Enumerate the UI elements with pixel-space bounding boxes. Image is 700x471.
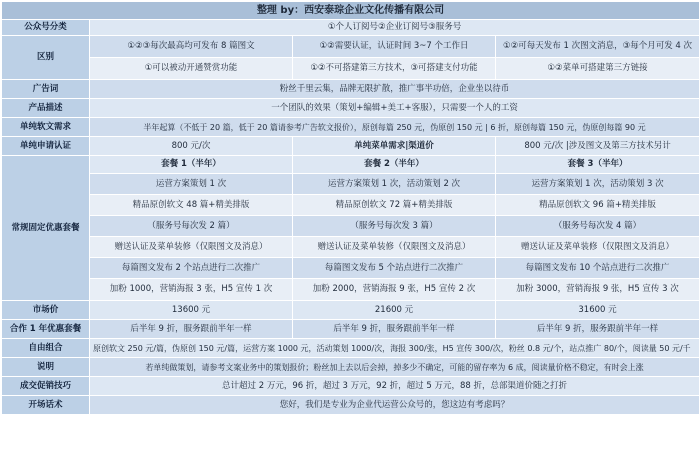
package-cell: 加粉 2000，营销海报 9 张，H5 宣传 2 次 xyxy=(293,279,496,301)
deal-tips-value: 总计超过 2 万元，96 折，超过 3 万元，92 折，超过 5 万元，88 折，总部渠道价随之打折 xyxy=(90,377,700,396)
slogan-value: 粉丝千里云集，品牌无限扩散，推广事半功倍，企业坐以待币 xyxy=(90,80,700,99)
difference-cell: ①②需要认证，认证时间 3~7 个工作日 xyxy=(293,36,496,58)
difference-cell: ①②菜单可搭建第三方链接 xyxy=(496,58,700,80)
row-label-auth-demand: 单纯申请认证 xyxy=(2,137,90,156)
package-cell: 加粉 1000，营销海报 3 张，H5 宣传 1 次 xyxy=(90,279,293,301)
package-cell: 精品原创软文 72 篇+精美排版 xyxy=(293,195,496,216)
package-cell: 精品原创软文 96 篇+精美排版 xyxy=(496,195,700,216)
package-cell: 每篇图文发布 5 个站点进行二次推广 xyxy=(293,258,496,279)
package-cell: （服务号每次发 3 篇） xyxy=(293,216,496,237)
package-cell: 赠送认证及菜单装修（仅限图文及消息） xyxy=(293,237,496,258)
row-label-opening-script: 开场话术 xyxy=(2,396,90,415)
auth-demand-price: 800 元/次 xyxy=(90,137,293,156)
row-label-deal-tips: 成交促销技巧 xyxy=(2,377,90,396)
package-header-3: 套餐 3（半年） xyxy=(496,156,700,174)
note-value: 若单纯做策划，请参考文案业务中的策划报价；粉丝加上去以后会掉，掉多少不确定，可能的留存率为 6 成，阅读量价格不稳定，有时会上涨 xyxy=(90,358,700,377)
account-type-value: ①个人订阅号②企业订阅号③服务号 xyxy=(90,20,700,36)
difference-cell: ①可以被动开通赞赏功能 xyxy=(90,58,293,80)
package-header-1: 套餐 1（半年） xyxy=(90,156,293,174)
package-cell: 运营方案策划 1 次，活动策划 2 次 xyxy=(293,174,496,195)
row-label-free-combo: 自由组合 xyxy=(2,339,90,358)
menu-demand-header: 单纯菜单需求|渠道价 xyxy=(293,137,496,156)
menu-demand-price: 800 元/次 |涉及图文及第三方技术另计 xyxy=(496,137,700,156)
row-label-product-desc: 产品描述 xyxy=(2,99,90,118)
package-cell: （服务号每次发 2 篇） xyxy=(90,216,293,237)
package-cell: 每篇图文发布 2 个站点进行二次推广 xyxy=(90,258,293,279)
row-label-slogan: 广告词 xyxy=(2,80,90,99)
row-label-account-type: 公众号分类 xyxy=(2,20,90,36)
package-cell: 加粉 3000，营销海报 9 张，H5 宣传 3 次 xyxy=(496,279,700,301)
article-demand-value: 半年起算（不低于 20 篇，低于 20 篇请参考广告软文报价），原创每篇 250 元，伪原创 150 元 | 6 折，原创每篇 150 元，伪原创每篇 90 元 xyxy=(90,118,700,137)
cooperation-1: 后半年 9 折，服务跟前半年一样 xyxy=(90,320,293,339)
product-desc-value: 一个团队的效果（策划+编辑+美工+客服），只需要一个人的工资 xyxy=(90,99,700,118)
package-header-2: 套餐 2（半年） xyxy=(293,156,496,174)
difference-cell: ①②可每天发布 1 次图文消息，③每个月可发 4 次 xyxy=(496,36,700,58)
table-title: 整理 by：西安泰琮企业文化传播有限公司 xyxy=(2,2,700,20)
row-label-packages: 常规固定优惠套餐 xyxy=(2,156,90,301)
package-cell: 运营方案策划 1 次 xyxy=(90,174,293,195)
market-price-3: 31600 元 xyxy=(496,301,700,320)
row-label-article-demand: 单纯软文需求 xyxy=(2,118,90,137)
row-label-difference: 区别 xyxy=(2,36,90,80)
market-price-1: 13600 元 xyxy=(90,301,293,320)
row-label-cooperation: 合作 1 年优惠套餐 xyxy=(2,320,90,339)
market-price-2: 21600 元 xyxy=(293,301,496,320)
package-cell: 运营方案策划 1 次，活动策划 3 次 xyxy=(496,174,700,195)
package-cell: 赠送认证及菜单装修（仅限图文及消息） xyxy=(90,237,293,258)
package-cell: 每篇图文发布 10 个站点进行二次推广 xyxy=(496,258,700,279)
free-combo-value: 原创软文 250 元/篇，伪原创 150 元/篇，运营方案 1000 元，活动策划 1000/次，海报 300/张，H5 宣传 300/次，粉丝 0.8 元/个，站点推广 80/个，阅读量 50 元/千 xyxy=(90,339,700,358)
package-cell: （服务号每次发 4 篇） xyxy=(496,216,700,237)
difference-cell: ①②不可搭建第三方技术，③可搭建支付功能 xyxy=(293,58,496,80)
pricing-table-container xyxy=(1,1,699,469)
package-cell: 精品原创软文 48 篇+精美排版 xyxy=(90,195,293,216)
row-label-market-price: 市场价 xyxy=(2,301,90,320)
cooperation-2: 后半年 9 折，服务跟前半年一样 xyxy=(293,320,496,339)
cooperation-3: 后半年 9 折，服务跟前半年一样 xyxy=(496,320,700,339)
row-label-note: 说明 xyxy=(2,358,90,377)
pricing-table xyxy=(1,1,700,415)
package-cell: 赠送认证及菜单装修（仅限图文及消息） xyxy=(496,237,700,258)
difference-cell: ①②③每次最高均可发布 8 篇图文 xyxy=(90,36,293,58)
opening-script-value: 您好，我们是专业为企业代运营公众号的，您这边有考虑吗？ xyxy=(90,396,700,415)
